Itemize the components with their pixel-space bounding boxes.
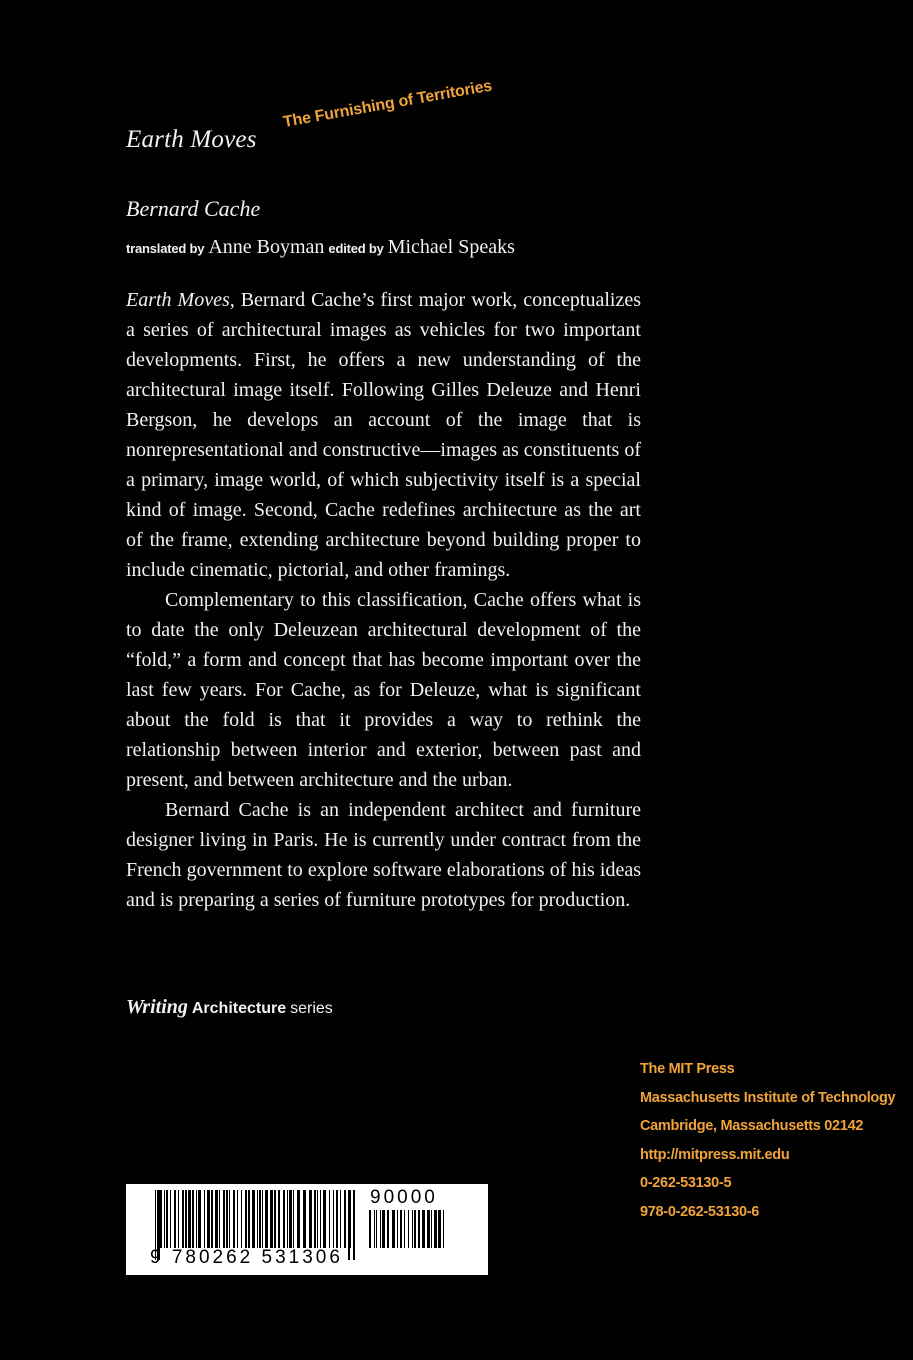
barcode-bar [274,1190,276,1248]
series-architecture: Architecture [191,1000,287,1017]
barcode-bar [204,1190,205,1248]
barcode-bar [404,1210,405,1248]
barcode-bar [380,1210,381,1248]
barcode-bar [270,1190,273,1248]
barcode-bar [283,1190,285,1248]
isbn-10: 0-262-53130-5 [640,1175,732,1191]
barcode-bar [278,1190,280,1248]
barcode-bar [400,1210,402,1248]
barcode-bar [412,1210,413,1248]
book-subtitle: The Furnishing of Territories [281,77,494,132]
series-suffix: series [290,1000,333,1017]
barcode-bar [207,1190,210,1248]
barcode-price-code: 90000 [370,1187,438,1208]
series-writing: Writing [126,996,188,1018]
barcode-bar [259,1190,261,1248]
barcode-bar [223,1190,225,1248]
translated-by-label: translated by [126,241,205,256]
barcode-bar [438,1210,441,1248]
barcode-bar [369,1210,371,1248]
credits-line [126,236,515,259]
barcode-bar [314,1190,316,1248]
barcode-bar [408,1210,409,1248]
barcode-bar [376,1210,377,1248]
barcode-bar [309,1190,312,1248]
translator-name: Anne Boyman [208,236,325,258]
barcode-bar [323,1190,326,1248]
blurb-title-ref: Earth Moves [126,289,230,311]
blurb-paragraph-2: Complementary to this classification, Cache offers what is to date the only Deleuzean architectural development of the “fold,” a form and concept that has become important over the last few years. For Cache, as for Deleuze, what is significant about the fold is that it provides a way to rethink the relationship between interior and exterior, between past and present, and between architecture and the urban. [126,589,641,791]
barcode-bar [289,1190,292,1248]
barcode-bar [166,1190,168,1248]
barcode-bar [427,1210,430,1248]
barcode-bar [229,1190,230,1248]
editor-name: Michael Speaks [387,236,515,258]
edited-by-label: edited by [328,241,384,256]
barcode-bar [418,1210,420,1248]
barcode-bar [344,1190,346,1248]
barcode-bar [333,1190,334,1248]
publisher-block [640,1055,895,1226]
barcode-bar [317,1190,318,1248]
barcode-bar [174,1190,176,1248]
barcode-bar [178,1190,179,1248]
barcode-bar [353,1190,355,1260]
publisher-name: The MIT Press [640,1061,735,1077]
barcode-bar [192,1190,194,1248]
barcode-bar [248,1190,250,1248]
barcode-bar [392,1210,395,1248]
barcode-bar [397,1210,398,1248]
blurb-paragraph-3: Bernard Cache is an independent architect and furniture designer living in Paris. He is currently under contract from the French government to explore software elaborations of his ideas and is preparing a series of furniture prototypes for production. [126,799,641,911]
barcode-bar [422,1210,425,1248]
barcode-bar [219,1190,220,1248]
blurb [126,285,641,915]
barcode-bar [303,1190,306,1248]
isbn-13: 978-0-262-53130-6 [640,1203,760,1220]
barcode-bar [348,1190,350,1260]
barcode-bar [297,1190,300,1248]
barcode-bar [233,1190,235,1248]
barcode-bar [245,1190,247,1248]
barcode-bar [211,1190,213,1248]
barcode-digits: 9 780262 531306 [150,1247,343,1268]
barcode-bar [434,1210,437,1248]
barcode-bar [196,1190,197,1248]
barcode-bar [340,1190,341,1248]
barcode-bar [262,1190,263,1248]
barcode-bar [252,1190,255,1248]
book-title: Earth Moves [126,126,257,153]
barcode-bar [387,1210,389,1248]
barcode-bar [265,1190,268,1248]
barcode-bar [237,1190,238,1248]
barcode-bar [160,1190,162,1248]
barcode-bar [241,1190,242,1248]
barcode-bar [443,1210,444,1248]
barcode-bar [215,1190,218,1248]
series-line [126,996,333,1019]
barcode [126,1184,488,1275]
barcode-bar [188,1190,191,1248]
barcode-bar [320,1190,321,1248]
barcode-bar [336,1190,338,1248]
barcode-bar [185,1190,187,1248]
barcode-bar [182,1190,184,1248]
barcode-bar [382,1210,385,1248]
barcode-bar [164,1190,165,1248]
barcode-bar [431,1210,432,1248]
publisher-url: http://mitpress.mit.edu [640,1146,790,1163]
barcode-bar [198,1190,201,1248]
author-name: Bernard Cache [126,196,261,221]
publisher-city: Cambridge, Massachusetts 02142 [640,1118,864,1134]
barcode-bar [414,1210,416,1248]
barcode-bar [287,1190,288,1248]
barcode-bar [329,1190,330,1248]
barcode-bar [257,1190,258,1248]
blurb-p1-text: , Bernard Cache’s first major work, conceptualizes a series of architectural images as vehicles for two important developments. First, he offers a new understanding of the architectural image itself. Following Gilles Deleuze and Henri Bergson, he develops an account of the image that is nonrepresentational and constructive—images as constituents of a primary, image world, of which subjectivity itself is a special kind of image. Second, Cache redefines architecture as the art of the frame, extending architecture beyond building proper to include cinematic, pictorial, and other framings. [126,289,641,581]
barcode-bar [226,1190,228,1248]
barcode-bar [374,1210,375,1248]
blurb-paragraph-1 [126,285,641,585]
publisher-institution: Massachusetts Institute of Technology [640,1089,896,1106]
barcode-bar [170,1190,171,1248]
barcode-bar [293,1190,294,1248]
